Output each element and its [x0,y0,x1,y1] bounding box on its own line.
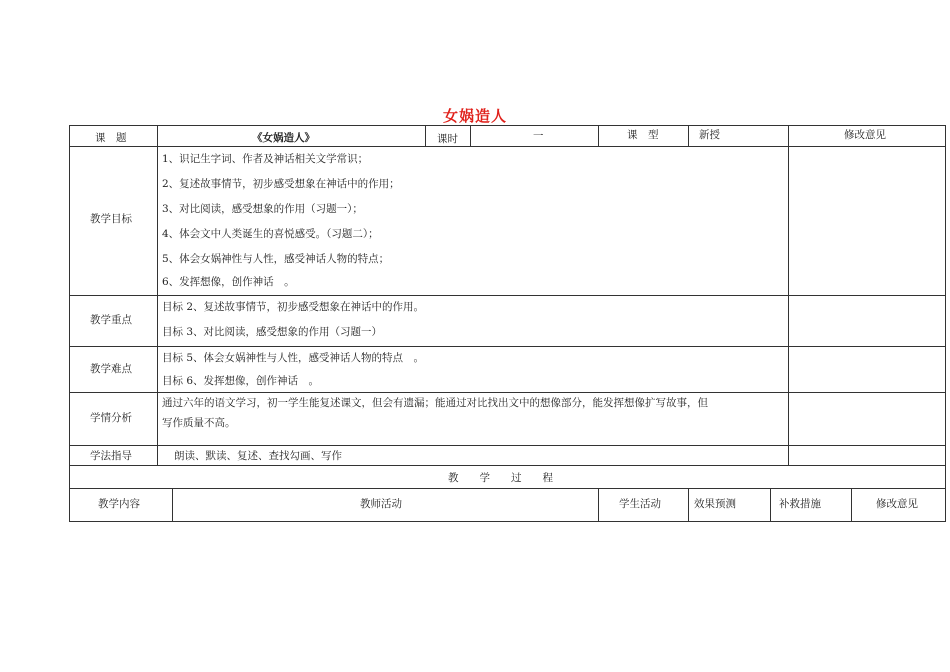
table-divider [851,488,852,522]
table-divider [172,488,173,522]
table-divider [598,488,599,522]
process-column-header: 修改意见 [876,498,918,510]
key-point-item: 目标 3、对比阅读，感受想象的作用（习题一） [162,326,383,338]
objective-item: 3、对比阅读，感受想象的作用（习题一）； [162,203,363,215]
topic-label: 课 题 [95,132,127,144]
method-label: 学法指导 [90,450,132,462]
process-column-header: 补救措施 [779,498,821,510]
process-column-header: 教师活动 [360,498,402,510]
objective-item: 4、体会文中人类诞生的喜悦感受。（习题二）； [162,228,379,240]
document-title: 女娲造人 [442,107,507,125]
process-column-header: 教学内容 [98,498,140,510]
key-point-item: 目标 2、复述故事情节，初步感受想象在神话中的作用。 [162,301,425,313]
objectives-label: 教学目标 [90,213,132,225]
table-border-right [945,125,946,522]
table-divider [69,488,946,489]
objective-item: 1、识记生字词、作者及神话相关文学常识； [162,153,369,165]
type-label: 课 型 [627,129,659,141]
table-divider [69,146,946,147]
table-border-bottom [69,521,946,522]
table-divider [688,488,689,522]
table-border-top [69,125,946,126]
table-divider [425,125,426,147]
analysis-line: 通过六年的语文学习，初一学生能复述课文，但会有遗漏；能通过对比找出文中的想像部分，能发挥想像扩写故事，但 [162,397,708,409]
table-divider [598,125,599,147]
process-column-header: 学生活动 [619,498,661,510]
revise-label: 修改意见 [844,129,886,141]
process-heading: 教 学 过 程 [448,472,553,484]
topic-value: 《女娲造人》 [252,132,315,144]
table-divider [770,488,771,522]
table-divider [69,295,946,296]
objective-item: 6、发挥想像，创作神话 。 [162,276,295,288]
table-divider [688,125,689,147]
table-divider [69,346,946,347]
analysis-line: 写作质量不高。 [162,417,236,429]
table-divider [470,125,471,147]
table-divider [69,445,946,446]
table-divider [788,125,789,466]
method-value: 朗读、默读、复述、查找勾画、写作 [174,450,342,462]
hours-value: 一 [533,130,544,142]
table-divider [157,125,158,466]
objective-item: 2、复述故事情节，初步感受想象在神话中的作用； [162,178,400,190]
difficulties-label: 教学难点 [90,363,132,375]
key-points-label: 教学重点 [90,314,132,326]
type-value: 新授 [699,129,720,141]
hours-label: 课时 [437,133,458,145]
table-divider [69,392,946,393]
table-border-left [69,125,70,522]
objective-item: 5、体会女娲神性与人性，感受神话人物的特点； [162,253,390,265]
analysis-label: 学情分析 [90,412,132,424]
difficulty-item: 目标 5、体会女娲神性与人性，感受神话人物的特点 。 [162,352,425,364]
process-column-header: 效果预测 [694,498,736,510]
difficulty-item: 目标 6、发挥想像，创作神话 。 [162,375,320,387]
table-divider [69,465,946,466]
